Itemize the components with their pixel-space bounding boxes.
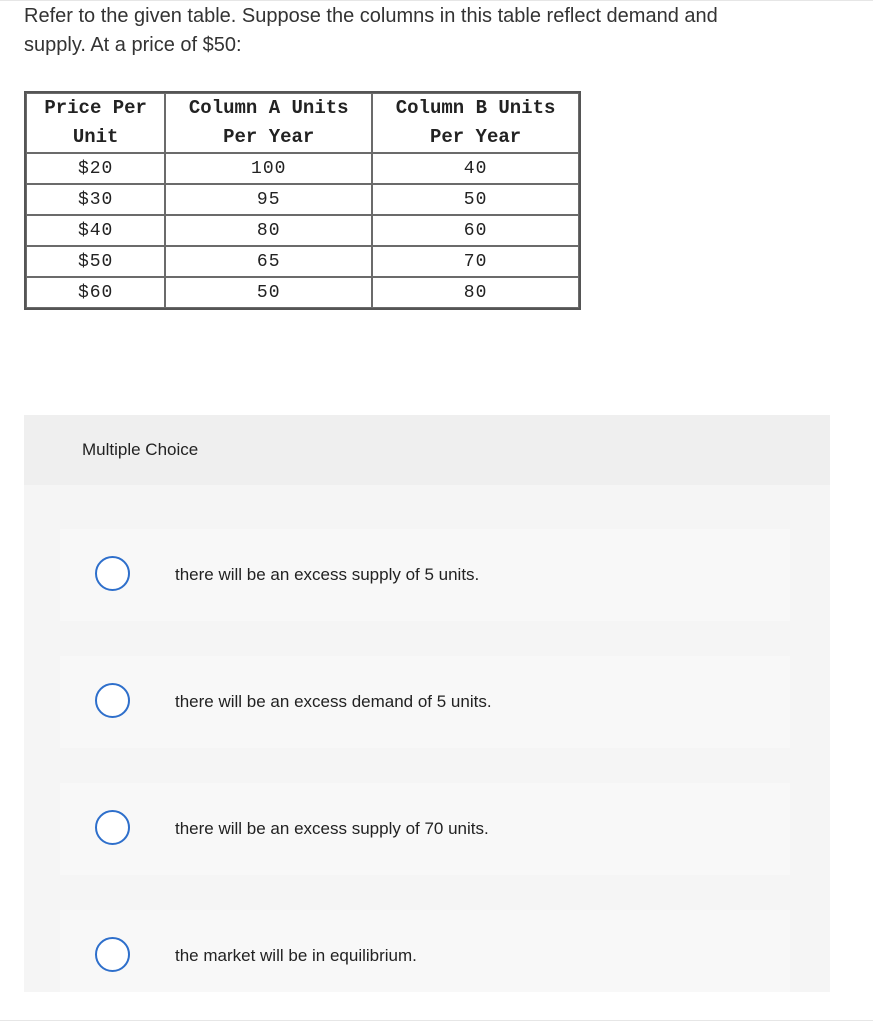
header-column-a: Column A Units Per Year (165, 93, 372, 153)
choice-option-1[interactable] (60, 529, 790, 621)
column-b-cell: 50 (372, 184, 579, 215)
column-a-cell: 95 (165, 184, 372, 215)
price-quantity-table (24, 91, 581, 310)
table-header-row (26, 93, 579, 153)
price-cell: $50 (26, 246, 165, 277)
price-cell: $60 (26, 277, 165, 308)
choice-option-2[interactable] (60, 656, 790, 748)
bottom-divider (0, 1020, 873, 1021)
table-row (26, 184, 579, 215)
choice-option-3[interactable] (60, 783, 790, 875)
table-row (26, 215, 579, 246)
header-column-b: Column B Units Per Year (372, 93, 579, 153)
column-b-cell: 40 (372, 153, 579, 184)
column-a-cell: 80 (165, 215, 372, 246)
radio-button[interactable] (95, 683, 130, 718)
radio-button[interactable] (95, 810, 130, 845)
choice-text: there will be an excess demand of 5 units. (175, 692, 492, 711)
question-line-1: Refer to the given table. Suppose the columns in this table reflect demand and (24, 5, 718, 27)
header-price-per-unit: Price Per Unit (26, 93, 165, 153)
top-divider (0, 0, 873, 1)
price-cell: $30 (26, 184, 165, 215)
table-row (26, 277, 579, 308)
question-text (24, 2, 824, 60)
radio-button[interactable] (95, 556, 130, 591)
column-a-cell: 100 (165, 153, 372, 184)
table-row (26, 153, 579, 184)
column-b-cell: 60 (372, 215, 579, 246)
column-b-cell: 80 (372, 277, 579, 308)
question-line-2: supply. At a price of $50: (24, 34, 242, 56)
choices-container (24, 485, 830, 992)
price-cell: $40 (26, 215, 165, 246)
choice-text: the market will be in equilibrium. (175, 946, 417, 965)
radio-button[interactable] (95, 937, 130, 972)
price-cell: $20 (26, 153, 165, 184)
table-row (26, 246, 579, 277)
column-a-cell: 65 (165, 246, 372, 277)
choice-text: there will be an excess supply of 5 units. (175, 565, 480, 584)
multiple-choice-label: Multiple Choice (82, 440, 199, 459)
column-b-cell: 70 (372, 246, 579, 277)
choice-option-4[interactable] (60, 910, 790, 992)
multiple-choice-header (24, 415, 830, 485)
choice-text: there will be an excess supply of 70 units. (175, 819, 489, 838)
multiple-choice-panel (24, 415, 830, 992)
column-a-cell: 50 (165, 277, 372, 308)
